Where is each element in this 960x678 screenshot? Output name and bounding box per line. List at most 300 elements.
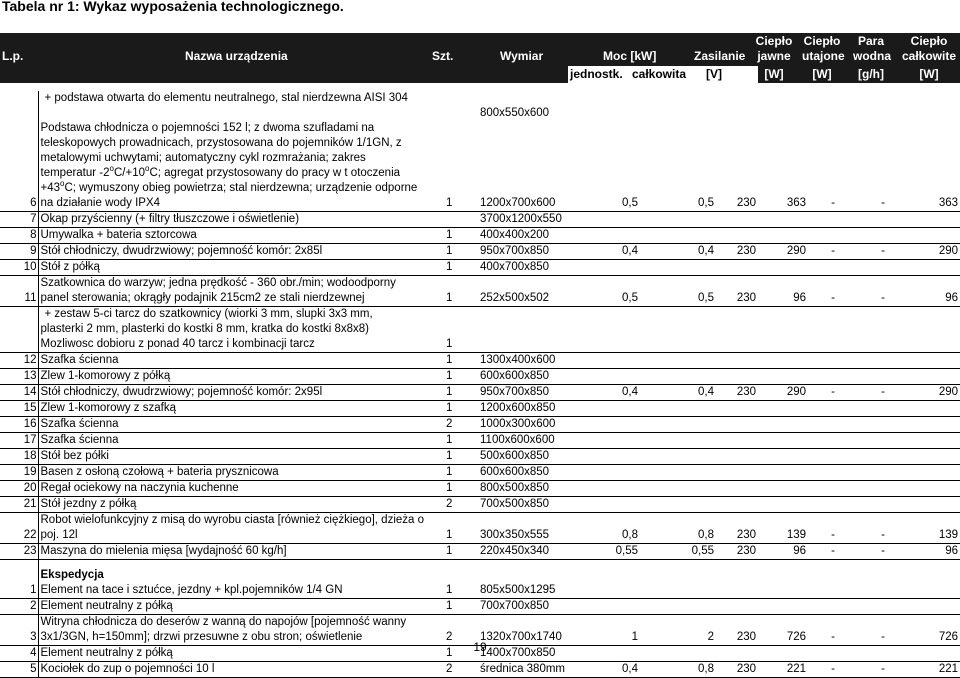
cell-lp <box>0 337 38 353</box>
cell-zasilanie: 230 <box>716 385 758 401</box>
empty-cell <box>808 568 858 583</box>
cell-cieplo-utajone <box>808 401 858 417</box>
cell-szt <box>438 615 478 631</box>
cell-name: Szafka ścienna <box>38 353 438 369</box>
empty-cell <box>0 568 38 583</box>
cell-name: poj. 12l <box>38 528 438 544</box>
cell-wymiar: 300x350x555 <box>478 528 578 544</box>
section-label-ekspedycja: Ekspedycja <box>38 568 438 583</box>
header-szt: Szt. <box>432 49 454 63</box>
cell-cieplo-jawne <box>758 91 808 106</box>
cell-moc-calk <box>640 433 716 449</box>
cell-moc-jedn <box>578 166 640 181</box>
cell-para: - <box>858 528 908 544</box>
cell-name: Szatkownica do warzyw; jedna prędkość - 360 obr./min; wodoodporny <box>38 276 438 292</box>
cell-szt <box>438 307 478 323</box>
cell-szt: 1 <box>438 260 478 276</box>
spacer-cell <box>0 560 38 569</box>
cell-moc-jedn: 1 <box>578 630 640 646</box>
cell-szt: 1 <box>438 544 478 560</box>
cell-cieplo-calk: 139 <box>908 528 960 544</box>
header-moc-jedn: jednostk. <box>570 67 623 81</box>
cell-cieplo-utajone <box>808 583 858 599</box>
header-cieplo-calk-2: całkowite <box>901 49 957 63</box>
table-row <box>0 544 960 560</box>
cell-para: - <box>858 244 908 260</box>
cell-wymiar: 3700x1200x550 <box>478 212 578 228</box>
cell-cieplo-jawne <box>758 166 808 181</box>
cell-cieplo-utajone <box>808 322 858 337</box>
table-row <box>0 385 960 401</box>
cell-name: $+43^oC$; wymuszony obieg powietrza; stal nierdzewna; urządzenie odporne <box>38 181 438 196</box>
cell-zasilanie <box>716 228 758 244</box>
table-row <box>0 196 960 212</box>
cell-para <box>858 433 908 449</box>
cell-szt <box>438 276 478 292</box>
cell-para <box>858 497 908 513</box>
cell-name: Podstawa chłodnicza o pojemności 152 l; z dwoma szufladami na <box>38 121 438 136</box>
cell-cieplo-calk: 290 <box>908 385 960 401</box>
cell-moc-calk: 0,4 <box>640 244 716 260</box>
cell-name: + podstawa otwarta do elementu neutralnego, stal nierdzewna AISI 304 <box>38 91 438 106</box>
spacer-cell <box>38 560 438 569</box>
cell-cieplo-jawne <box>758 106 808 121</box>
cell-lp <box>0 513 38 529</box>
cell-zasilanie <box>716 449 758 465</box>
cell-cieplo-calk <box>908 276 960 292</box>
cell-name: Element na tace i sztućce, jezdny + kpl.pojemników 1/4 GN <box>38 583 438 599</box>
cell-zasilanie <box>716 106 758 121</box>
cell-name: metalowymi uchwytami; automatyczny cykl rozmrażania; zakres <box>38 151 438 166</box>
cell-cieplo-calk <box>908 121 960 136</box>
cell-cieplo-utajone <box>808 181 858 196</box>
spacer-cell <box>758 560 808 569</box>
cell-cieplo-utajone <box>808 260 858 276</box>
cell-wymiar: 400x400x200 <box>478 228 578 244</box>
table-row <box>0 337 960 353</box>
cell-szt: 1 <box>438 353 478 369</box>
cell-para <box>858 481 908 497</box>
cell-lp: 2 <box>0 599 38 615</box>
cell-cieplo-calk <box>908 583 960 599</box>
spacer-cell <box>716 560 758 569</box>
cell-cieplo-calk: 726 <box>908 630 960 646</box>
header-moc-calk: całkowita <box>632 67 687 81</box>
table-row <box>0 449 960 465</box>
cell-para <box>858 106 908 121</box>
cell-cieplo-jawne <box>758 307 808 323</box>
cell-cieplo-utajone <box>808 212 858 228</box>
cell-cieplo-utajone <box>808 151 858 166</box>
table-row <box>0 291 960 307</box>
cell-cieplo-jawne <box>758 417 808 433</box>
cell-moc-jedn <box>578 307 640 323</box>
cell-cieplo-calk <box>908 260 960 276</box>
cell-moc-calk <box>640 401 716 417</box>
cell-para: - <box>858 196 908 212</box>
cell-zasilanie <box>716 260 758 276</box>
empty-cell <box>438 568 478 583</box>
cell-cieplo-jawne: 290 <box>758 385 808 401</box>
cell-name: Witryna chłodnicza do deserów z wanną do napojów [pojemność wanny <box>38 615 438 631</box>
cell-lp: 20 <box>0 481 38 497</box>
cell-moc-jedn <box>578 433 640 449</box>
header-para-unit: [g/h] <box>858 67 884 81</box>
cell-cieplo-utajone: - <box>808 662 858 678</box>
cell-name: panel sterowania; okrągły podajnik 215cm2 ze stali nierdzewnej <box>38 291 438 307</box>
cell-cieplo-jawne <box>758 369 808 385</box>
cell-zasilanie <box>716 615 758 631</box>
cell-cieplo-calk <box>908 465 960 481</box>
cell-zasilanie <box>716 599 758 615</box>
empty-cell <box>908 568 960 583</box>
cell-wymiar: 1200x700x600 <box>478 196 578 212</box>
equipment-table <box>0 91 960 678</box>
cell-wymiar <box>478 181 578 196</box>
cell-moc-jedn: 0,55 <box>578 544 640 560</box>
table-row <box>0 276 960 292</box>
cell-moc-calk <box>640 497 716 513</box>
header-nazwa: Nazwa urządzenia <box>185 49 288 63</box>
cell-name <box>38 106 438 121</box>
cell-lp: 23 <box>0 544 38 560</box>
cell-moc-jedn <box>578 449 640 465</box>
cell-cieplo-jawne <box>758 151 808 166</box>
cell-cieplo-jawne <box>758 353 808 369</box>
cell-moc-calk: 2 <box>640 630 716 646</box>
cell-szt: 1 <box>438 433 478 449</box>
cell-cieplo-calk: 363 <box>908 196 960 212</box>
cell-moc-calk <box>640 337 716 353</box>
cell-cieplo-utajone: - <box>808 385 858 401</box>
cell-cieplo-jawne <box>758 337 808 353</box>
cell-cieplo-utajone <box>808 276 858 292</box>
cell-name: Umywalka + bateria sztorcowa <box>38 228 438 244</box>
cell-cieplo-jawne <box>758 322 808 337</box>
cell-para <box>858 91 908 106</box>
cell-moc-calk <box>640 583 716 599</box>
table-row <box>0 353 960 369</box>
spacer-cell <box>808 560 858 569</box>
cell-para <box>858 166 908 181</box>
cell-cieplo-calk <box>908 181 960 196</box>
cell-szt: 1 <box>438 528 478 544</box>
cell-lp: 19 <box>0 465 38 481</box>
cell-wymiar <box>478 615 578 631</box>
cell-cieplo-jawne: 363 <box>758 196 808 212</box>
cell-cieplo-utajone <box>808 417 858 433</box>
cell-zasilanie <box>716 583 758 599</box>
cell-cieplo-utajone <box>808 106 858 121</box>
cell-moc-calk: 0,8 <box>640 662 716 678</box>
cell-wymiar: 500x600x850 <box>478 449 578 465</box>
cell-para <box>858 276 908 292</box>
cell-lp: 5 <box>0 662 38 678</box>
cell-lp: 12 <box>0 353 38 369</box>
cell-name: Okap przyścienny (+ filtry tłuszczowe i oświetlenie) <box>38 212 438 228</box>
cell-lp: 3 <box>0 630 38 646</box>
cell-zasilanie <box>716 151 758 166</box>
cell-wymiar <box>478 513 578 529</box>
cell-wymiar: 1320x700x1740 <box>478 630 578 646</box>
cell-cieplo-utajone <box>808 337 858 353</box>
cell-zasilanie <box>716 481 758 497</box>
cell-moc-calk <box>640 369 716 385</box>
cell-para <box>858 583 908 599</box>
cell-cieplo-utajone <box>808 481 858 497</box>
header-cieplo-utajone-unit: [W] <box>812 67 832 81</box>
cell-szt <box>438 151 478 166</box>
table-row <box>0 497 960 513</box>
cell-para <box>858 181 908 196</box>
cell-cieplo-calk <box>908 497 960 513</box>
cell-lp <box>0 166 38 181</box>
cell-cieplo-calk <box>908 481 960 497</box>
cell-cieplo-jawne: 139 <box>758 528 808 544</box>
cell-lp <box>0 136 38 151</box>
cell-cieplo-utajone <box>808 166 858 181</box>
cell-moc-jedn <box>578 417 640 433</box>
cell-moc-calk <box>640 417 716 433</box>
cell-moc-calk <box>640 181 716 196</box>
cell-lp <box>0 276 38 292</box>
cell-cieplo-jawne <box>758 136 808 151</box>
cell-cieplo-calk <box>908 433 960 449</box>
cell-szt: 1 <box>438 481 478 497</box>
cell-wymiar: 805x500x1295 <box>478 583 578 599</box>
cell-lp: 11 <box>0 291 38 307</box>
cell-lp: 15 <box>0 401 38 417</box>
cell-cieplo-calk <box>908 599 960 615</box>
cell-cieplo-utajone: - <box>808 291 858 307</box>
cell-name: Stół jezdny z półką <box>38 497 438 513</box>
header-lp: L.p. <box>2 49 24 63</box>
cell-cieplo-utajone: - <box>808 630 858 646</box>
cell-zasilanie: 230 <box>716 528 758 544</box>
cell-moc-jedn <box>578 481 640 497</box>
cell-cieplo-jawne <box>758 481 808 497</box>
cell-zasilanie <box>716 417 758 433</box>
cell-moc-calk: 0,5 <box>640 291 716 307</box>
cell-lp: 10 <box>0 260 38 276</box>
cell-zasilanie <box>716 136 758 151</box>
spacer-cell <box>438 560 478 569</box>
header-wymiar: Wymiar <box>500 49 544 63</box>
cell-szt: 1 <box>438 599 478 615</box>
cell-szt <box>438 181 478 196</box>
cell-cieplo-calk <box>908 228 960 244</box>
cell-cieplo-jawne <box>758 513 808 529</box>
cell-cieplo-calk: 290 <box>908 244 960 260</box>
cell-moc-jedn <box>578 465 640 481</box>
cell-moc-calk: 0,8 <box>640 528 716 544</box>
cell-para <box>858 353 908 369</box>
cell-moc-jedn: 0,4 <box>578 244 640 260</box>
cell-cieplo-utajone <box>808 599 858 615</box>
cell-szt <box>438 166 478 181</box>
table-row <box>0 106 960 121</box>
cell-cieplo-jawne <box>758 449 808 465</box>
cell-cieplo-jawne <box>758 212 808 228</box>
table-row <box>0 662 960 678</box>
cell-lp: 7 <box>0 212 38 228</box>
cell-cieplo-utajone: - <box>808 196 858 212</box>
cell-zasilanie <box>716 212 758 228</box>
cell-moc-jedn <box>578 136 640 151</box>
cell-name: Stół chłodniczy, dwudrzwiowy; pojemność komór: 2x95l <box>38 385 438 401</box>
cell-cieplo-jawne <box>758 433 808 449</box>
cell-moc-jedn <box>578 353 640 369</box>
cell-cieplo-utajone <box>808 369 858 385</box>
cell-zasilanie <box>716 513 758 529</box>
cell-lp: 8 <box>0 228 38 244</box>
cell-name: Szafka ścienna <box>38 417 438 433</box>
header-zasilanie-unit: [V] <box>706 67 722 81</box>
cell-para: - <box>858 385 908 401</box>
cell-szt: 2 <box>438 630 478 646</box>
cell-szt <box>438 121 478 136</box>
cell-name: Basen z osłoną czołową + bateria prysznicowa <box>38 465 438 481</box>
cell-szt <box>438 212 478 228</box>
cell-lp <box>0 91 38 106</box>
cell-name: 3x1/3GN, h=150mm]; drzwi przesuwne z obu stron; oświetlenie <box>38 630 438 646</box>
table-row <box>0 433 960 449</box>
cell-lp: 13 <box>0 369 38 385</box>
cell-wymiar: 1200x600x850 <box>478 401 578 417</box>
cell-para <box>858 136 908 151</box>
cell-szt: 1 <box>438 449 478 465</box>
cell-cieplo-calk <box>908 322 960 337</box>
table-row <box>0 513 960 529</box>
cell-cieplo-utajone <box>808 615 858 631</box>
cell-name: Stół chłodniczy, dwudrzwiowy; pojemność komór: 2x85l <box>38 244 438 260</box>
table-row <box>0 91 960 106</box>
cell-moc-jedn <box>578 583 640 599</box>
cell-moc-calk <box>640 599 716 615</box>
cell-cieplo-calk <box>908 417 960 433</box>
cell-moc-jedn <box>578 91 640 106</box>
cell-cieplo-calk <box>908 369 960 385</box>
cell-cieplo-calk <box>908 449 960 465</box>
cell-moc-jedn: 0,4 <box>578 385 640 401</box>
cell-name: Robot wielofunkcyjny z misą do wyrobu ciasta [również ciężkiego], dzieża o <box>38 513 438 529</box>
cell-moc-jedn <box>578 212 640 228</box>
cell-szt <box>438 91 478 106</box>
cell-moc-jedn <box>578 121 640 136</box>
cell-zasilanie <box>716 181 758 196</box>
cell-cieplo-calk: 96 <box>908 291 960 307</box>
cell-lp <box>0 181 38 196</box>
cell-zasilanie: 230 <box>716 244 758 260</box>
cell-moc-calk: 0,4 <box>640 385 716 401</box>
table-row <box>0 260 960 276</box>
spacer-cell <box>640 560 716 569</box>
table-row <box>0 401 960 417</box>
cell-zasilanie <box>716 276 758 292</box>
empty-cell <box>716 568 758 583</box>
cell-cieplo-utajone <box>808 433 858 449</box>
cell-cieplo-utajone <box>808 136 858 151</box>
table-row <box>0 307 960 323</box>
cell-moc-calk <box>640 136 716 151</box>
header-para-1: Para <box>857 34 885 48</box>
header-zasilanie: Zasilanie <box>694 49 746 63</box>
spacer-cell <box>578 560 640 569</box>
cell-moc-jedn <box>578 369 640 385</box>
cell-name: Element neutralny z półką <box>38 599 438 615</box>
cell-moc-calk <box>640 353 716 369</box>
cell-para <box>858 401 908 417</box>
cell-lp <box>0 151 38 166</box>
cell-moc-calk: 0,5 <box>640 196 716 212</box>
cell-cieplo-calk <box>908 136 960 151</box>
header-cieplo-jawne-unit: [W] <box>764 67 784 81</box>
cell-para: - <box>858 630 908 646</box>
cell-moc-jedn <box>578 228 640 244</box>
cell-moc-jedn <box>578 276 640 292</box>
cell-lp: 1 <box>0 583 38 599</box>
cell-szt: 1 <box>438 337 478 353</box>
table-header <box>0 33 960 83</box>
cell-moc-jedn: 0,5 <box>578 291 640 307</box>
cell-para: - <box>858 544 908 560</box>
cell-cieplo-jawne: 96 <box>758 291 808 307</box>
cell-cieplo-jawne <box>758 497 808 513</box>
cell-cieplo-calk: 221 <box>908 662 960 678</box>
cell-cieplo-utajone <box>808 449 858 465</box>
cell-zasilanie <box>716 322 758 337</box>
cell-cieplo-calk <box>908 615 960 631</box>
cell-cieplo-calk <box>908 166 960 181</box>
table-row <box>0 417 960 433</box>
cell-wymiar: 400x700x850 <box>478 260 578 276</box>
cell-szt <box>438 106 478 121</box>
cell-cieplo-calk <box>908 91 960 106</box>
cell-cieplo-jawne <box>758 583 808 599</box>
cell-wymiar <box>478 337 578 353</box>
cell-para <box>858 513 908 529</box>
cell-szt: 1 <box>438 401 478 417</box>
cell-szt: 1 <box>438 583 478 599</box>
cell-cieplo-calk <box>908 151 960 166</box>
cell-moc-calk <box>640 481 716 497</box>
cell-zasilanie <box>716 497 758 513</box>
cell-zasilanie: 230 <box>716 196 758 212</box>
cell-cieplo-jawne <box>758 260 808 276</box>
cell-wymiar: 1000x300x600 <box>478 417 578 433</box>
cell-para: - <box>858 291 908 307</box>
cell-moc-calk <box>640 91 716 106</box>
cell-wymiar: 252x500x502 <box>478 291 578 307</box>
cell-moc-calk <box>640 276 716 292</box>
cell-moc-calk <box>640 106 716 121</box>
cell-wymiar <box>478 307 578 323</box>
header-cieplo-calk-1: Ciepło <box>910 34 948 48</box>
cell-name: Zlew 1-komorowy z szafką <box>38 401 438 417</box>
cell-cieplo-jawne: 290 <box>758 244 808 260</box>
cell-moc-calk <box>640 228 716 244</box>
cell-para <box>858 337 908 353</box>
cell-cieplo-calk <box>908 106 960 121</box>
cell-name: teleskopowych prowadnicach, przystosowana do pojemników 1/1GN, z <box>38 136 438 151</box>
cell-moc-calk <box>640 465 716 481</box>
cell-para <box>858 151 908 166</box>
cell-zasilanie <box>716 369 758 385</box>
cell-cieplo-utajone <box>808 353 858 369</box>
header-cieplo-calk-unit: [W] <box>919 67 939 81</box>
cell-lp: 22 <box>0 528 38 544</box>
cell-zasilanie: 230 <box>716 291 758 307</box>
